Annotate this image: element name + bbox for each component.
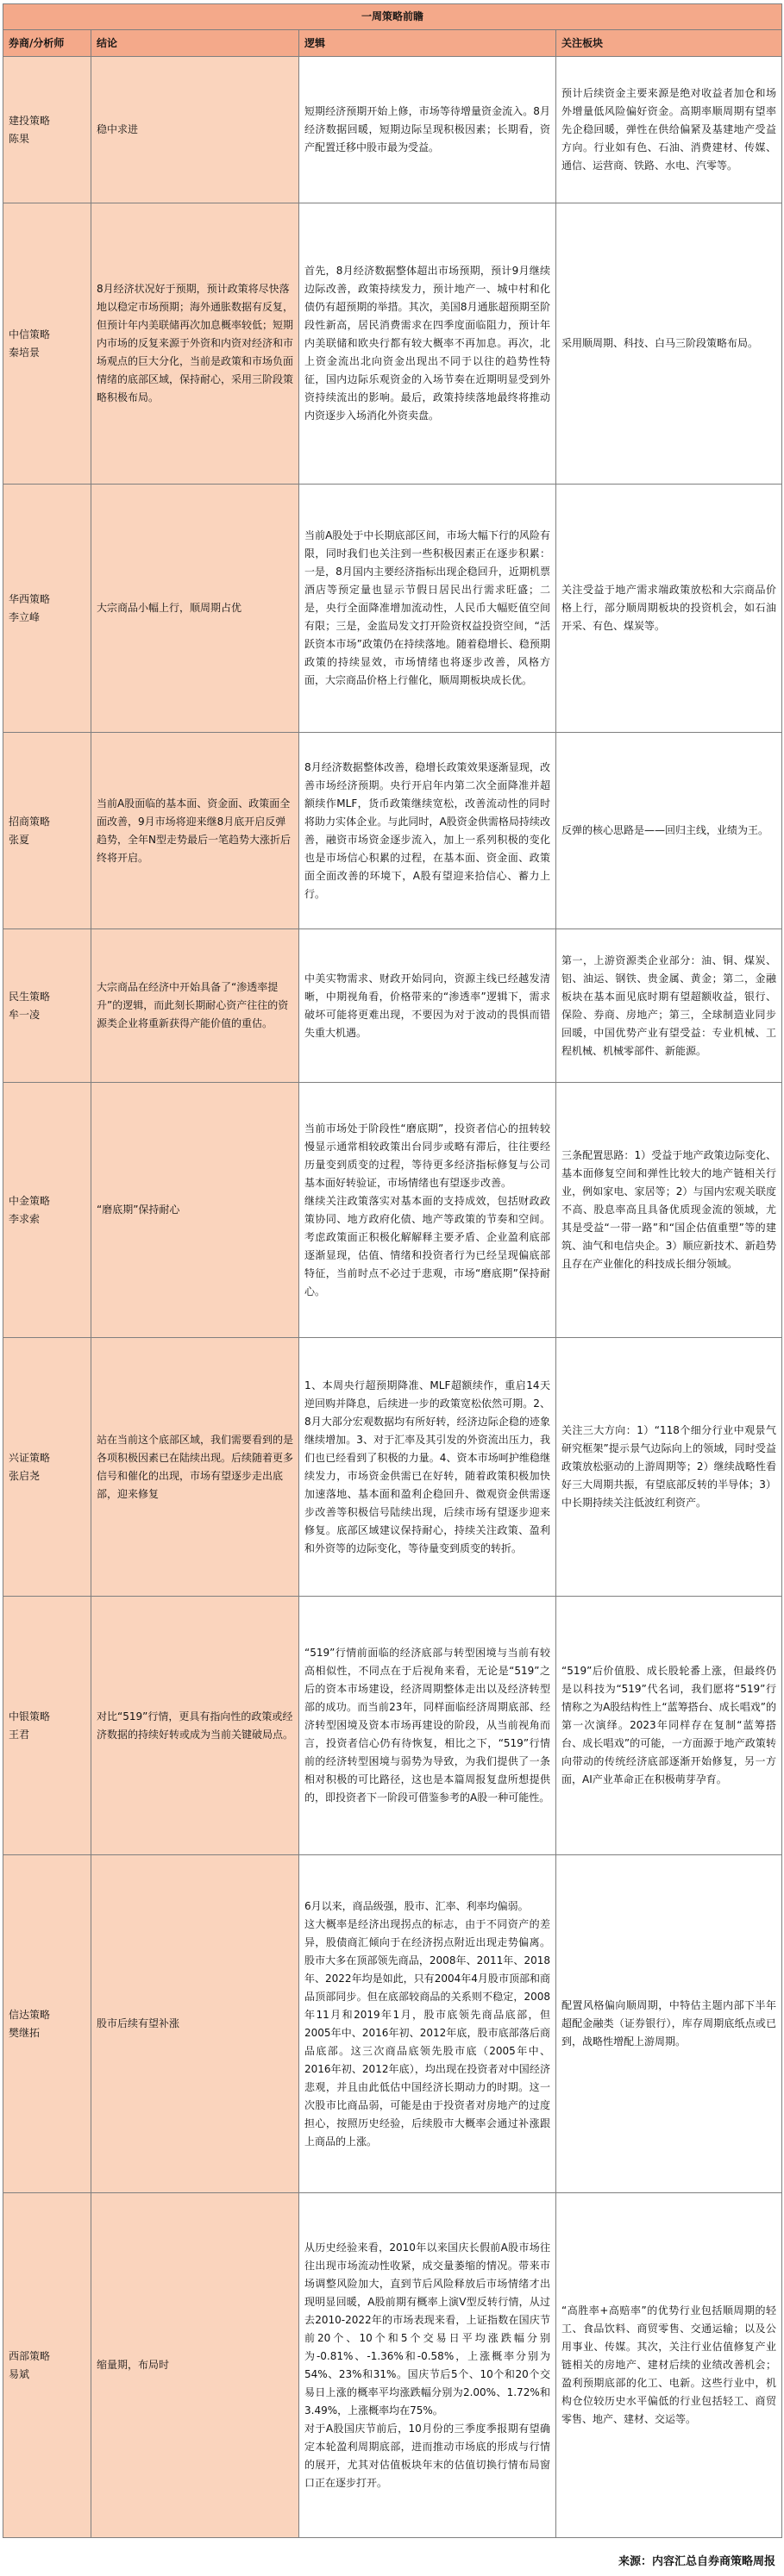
focus-cell: 三条配置思路：1）受益于地产政策边际变化、基本面修复空间和弹性比较大的地产链相关行业，例如家电、家居等；2）与国内宏观关联度不高、股息率高且具备优质现金流的领域，尤其是受益“一带一路”和“国企估值重塑”等的建筑、油气和电信央企。3）顺应新技术、新趋势且存在产业催化的科技成长细分领域。	[556, 1083, 782, 1338]
conclusion-cell: 稳中求进	[91, 57, 299, 203]
firm-cell: 建投策略 陈果	[3, 57, 91, 203]
focus-cell: 配置风格偏向顺周期，中特估主题内部下半年超配金融类（证券银行），库存周期底纸点或已到，战略性增配上游周期。	[556, 1855, 782, 2193]
source-note: 来源：内容汇总自券商策略周报	[618, 2555, 775, 2568]
firm-cell: 兴证策略 张启尧	[3, 1338, 91, 1597]
conclusion-cell: 当前A股面临的基本面、资金面、政策面全面改善，9月市场将迎来继8月底开启反弹趋势，全年N型走势最后一笔趋势大涨折后终将开启。	[91, 733, 299, 929]
focus-cell: 预计后续资金主要来源是绝对收益者加仓和场外增量低风险偏好资金。高期率顺周期有望率先企稳回暖，弹性在供给偏紧及基建地产受益方向。行业如有色、石油、消费建材、传媒、通信、运营商、铁路、水电、汽零等。	[556, 57, 782, 203]
table-row	[3, 1597, 782, 1855]
logic-cell: 短期经济预期开始上修，市场等待增量资金流入。8月经济数据回暖，短期边际呈现积极因素；长期看，资产配置迁移中股市最为受益。	[299, 57, 556, 203]
focus-cell: 关注三大方向：1）“118个细分行业中观景气研究框架”提示景气边际向上的领域，同时受益政策放松驱动的上游周期等；2）继续战略性看好三大周期共振，有望底部反转的半导体；3）中长期持续关注低波红利资产。	[556, 1338, 782, 1597]
logic-cell: 当前A股处于中长期底部区间，市场大幅下行的风险有限，同时我们也关注到一些积极因素正在逐步积累：一是，8月国内主要经济指标出现企稳回升，近期机票酒店等预定量也显示节假日居民出行需求旺盛；二是，央行全面降准增加流动性，人民币大幅贬值空间有限；三是，金监局发文打开险资权益投资空间，“活跃资本市场”政策仍在持续落地。随着稳增长、稳预期政策的持续显效，市场情绪也将逐步改善，风格方面，大宗商品价格上行催化，顺周期板块成长优。	[299, 485, 556, 733]
table-row	[3, 1855, 782, 2193]
conclusion-cell: 缩量期，布局时	[91, 2193, 299, 2538]
logic-cell: 8月经济数据整体改善，稳增长政策效果逐渐显现，改善市场经济预期。央行开启年内第二次全面降准并超额续作MLF，货币政策继续宽松，改善流动性的同时将助力实体企业。与此同时，A股资金供需格局持续改善，融资市场资金逐步流入，加上一系列积极的变化也是市场信心积累的过程，在基本面、资金面、政策面全面改善的环境下，A股有望迎来拾信心、蓄力上行。	[299, 733, 556, 929]
firm-cell: 中金策略 李求索	[3, 1083, 91, 1338]
focus-cell: 采用顺周期、科技、白马三阶段策略布局。	[556, 203, 782, 485]
header-conclusion: 结论	[91, 30, 299, 57]
focus-cell: “519”后价值股、成长股轮番上涨，但最终仍是以科技为“519”代名词，我们愿将“519”行情称之为A股结构性上“蓝筹搭台、成长唱戏”的第一次演绎。2023年同样存在复制“蓝筹搭台、成长唱戏”的可能，一方面源于地产政策转向带动的传统经济底部逐渐开始修复，另一方面，AI产业革命正在积极萌芽孕育。	[556, 1597, 782, 1855]
logic-cell: “519”行情前面临的经济底部与转型困境与当前有较高相似性，不同点在于后视角来看，无论是“519”之后的资本市场建设，经济周期整体走出以及经济转型部的成功。而当前23年，同样面临经济周期底部、经济转型困境及资本市场再建设的阶段，从当前视角而言，投资者信心仍有待恢复，相比之下，“519”行情前的经济转型困境与弱势为导致，为我们提供了一条相对积极的可比路径，这也是本篇周报复盘所想提供的，即投资者下一阶段可借鉴参考的A股一种可能性。	[299, 1597, 556, 1855]
logic-cell: 6月以来，商品级强，股市、汇率、利率均偏弱。 这大概率是经济出现拐点的标志，由于不同资产的差异，股债商汇倾向于在经济拐点附近出现走势偏离。股市大多在顶部领先商品，2008年、2011年、2018年、2022年均是如此，只有2004年4月股市顶部和商品顶部同步。但在底部较商品的关系则不稳定，2008年11月和2019年1月，股市底领先商品底部，但2005年中、2016年初、2012年底，股市底部落后商品底部。这三次商品底领先股市底（2005年中、2016年初、2012年底），均出现在投资者对中国经济悲观，并且由此低估中国经济长期动力的时期。这一次股市比商品弱，可能是由于投资者对房地产的过度担心，按照历史经验，后续股市大概率会通过补涨跟上商品的上涨。	[299, 1855, 556, 2193]
conclusion-cell: 8月经济状况好于预期，预计政策将尽快落地以稳定市场预期；海外通胀数据有反复，但预计年内美联储再次加息概率较低；短期内市场的反复来源于外资和内资对经济和市场观点的巨大分化，当前是政策和市场负面情绪的底部区域，保持耐心，采用三阶段策略积极布局。	[91, 203, 299, 485]
logic-cell: 当前市场处于阶段性“磨底期”，投资者信心的扭转较慢显示通常相较政策出台同步或略有滞后，往往要经历量变到质变的过程，等待更多经济指标修复与公司基本面好转验证，市场情绪也有望逐步改善。 继续关注政策落实对基本面的支持成效，包括财政政策协同、地方政府化债、地产等政策的节奏和空间。考虑政策面正积极化解解释主要矛盾、企业盈利底部逐渐显现，估值、情绪和投资者行为已经呈现偏底部特征，当前时点不必过于悲观，市场“磨底期”保持耐心。	[299, 1083, 556, 1338]
table-row	[3, 929, 782, 1083]
firm-cell: 招商策略 张夏	[3, 733, 91, 929]
conclusion-cell: 站在当前这个底部区域，我们需要看到的是各项积极因素已在陆续出现。后续随着更多信号和催化的出现，市场有望逐步走出底部，迎来修复	[91, 1338, 299, 1597]
header-logic: 逻辑	[299, 30, 556, 57]
firm-cell: 信达策略 樊继拓	[3, 1855, 91, 2193]
firm-cell: 民生策略 牟一凌	[3, 929, 91, 1083]
conclusion-cell: 大宗商品小幅上行，顺周期占优	[91, 485, 299, 733]
focus-cell: 关注受益于地产需求端政策放松和大宗商品价格上行，部分顺周期板块的投资机会，如石油开采、有色、煤炭等。	[556, 485, 782, 733]
firm-cell: 中信策略 秦培景	[3, 203, 91, 485]
conclusion-cell: “磨底期”保持耐心	[91, 1083, 299, 1338]
table-row	[3, 1338, 782, 1597]
table-title: 一周策略前瞻	[3, 4, 782, 30]
table-row	[3, 2193, 782, 2538]
conclusion-cell: 对比“519”行情，更具有指向性的政策或经济数据的持续好转或成为当前关键破局点。	[91, 1597, 299, 1855]
table-row	[3, 733, 782, 929]
focus-cell: “高胜率+高赔率”的优势行业包括顺周期的轻工、食品饮料、商贸零售、交通运输；以及公用事业、传媒。其次，关注行业估值修复产业链相关的房地产、建材后续的业绩改善机会；盈利预期底部的化工、电新。这些行业中，机构仓位较历史水平偏低的行业包括轻工、商贸零售、地产、建材、交运等。	[556, 2193, 782, 2538]
firm-cell: 中银策略 王君	[3, 1597, 91, 1855]
focus-cell: 第一，上游资源类企业部分：油、铜、煤炭、铝、油运、钢铁、贵金属、黄金；第二，金融板块在基本面见底时期有望超额收益，银行、保险、券商、房地产；第三，全球制造业同步回暖，中国优势产业有望受益：专业机械、工程机械、机械零部件、新能源。	[556, 929, 782, 1083]
logic-cell: 1、本周央行超预期降准、MLF超额续作，重启14天逆回购并降息，后续进一步的政策宽松依然可期。2、8月大部分宏观数据均有所好转，经济边际企稳的迹象继续增加。3、对于汇率及其引发的外资流出压力，我们也已经看到了积极的力量。4、资本市场呵护维稳继续发力，市场资金供需已在好转，随着政策积极加快加速落地、基本面和盈利企稳回升、微观资金供需逐步改善等积极信号陆续出现，后续市场有望逐步迎来修复。底部区域建议保持耐心，持续关注政策、盈利和外资等的边际变化，等待量变到质变的转折。	[299, 1338, 556, 1597]
logic-cell: 首先，8月经济数据整体超出市场预期，预计9月继续边际改善，政策持续发力，预计地产一、城中村和化债仍有超预期的举措。其次，美国8月通胀超预期至阶段性新高，居民消费需求在四季度面临阻力，预计年内美联储和欧央行都有较大概率不再加息。再次，北上资金流出北向资金出现出不同于以往的趋势性特征，国内边际乐观资金的入场节奏在近期明显受到外资持续流出的影响。最后，政策持续落地最终将推动内资逐步入场消化外资卖盘。	[299, 203, 556, 485]
table-row	[3, 1083, 782, 1338]
firm-cell: 华西策略 李立峰	[3, 485, 91, 733]
header-firm: 券商/分析师	[3, 30, 91, 57]
focus-cell: 反弹的核心思路是——回归主线，业绩为王。	[556, 733, 782, 929]
logic-cell: 中美实物需求、财政开始同向，资源主线已经越发清晰，中期视角看，价格带来的“渗透率”逻辑下，需求破坏可能将更难出现，不要因为对于波动的畏惧而错失重大机遇。	[299, 929, 556, 1083]
strategy-outlook-table	[3, 3, 782, 2538]
conclusion-cell: 大宗商品在经济中开始具备了“渗透率提升”的逻辑，而此刻长期耐心资产往往的资源类企业将重新获得产能价值的重估。	[91, 929, 299, 1083]
table-row	[3, 485, 782, 733]
logic-cell: 从历史经验来看，2010年以来国庆长假前A股市场往往出现市场流动性收紧，成交量萎缩的情况。带来市场调整风险加大，直到节后风险释放后市场情绪才出现明显回暖，A股前期有概率上演V型反转行情，从过去2010-2022年的市场表现来看，上证指数在国庆节前20个、10个和5个交易日平均涨跌幅分别为-0.81%、-1.36%和-0.58%，上涨概率分别为54%、23%和31%。国庆节后5个、10个和20个交易日上涨的概率平均涨跌幅分别为2.00%、1.72%和3.49%，上涨概率均在75%。 对于A股国庆节前后，10月份的三季度季报期有望确定本轮盈利周期底部，进而推动市场底的形成与行情的展开，尤其对估值板块年末的估值切换行情布局窗口正在逐步打开。	[299, 2193, 556, 2538]
firm-cell: 西部策略 易斌	[3, 2193, 91, 2538]
conclusion-cell: 股市后续有望补涨	[91, 1855, 299, 2193]
table-row	[3, 57, 782, 203]
table-row	[3, 203, 782, 485]
header-focus: 关注板块	[556, 30, 782, 57]
